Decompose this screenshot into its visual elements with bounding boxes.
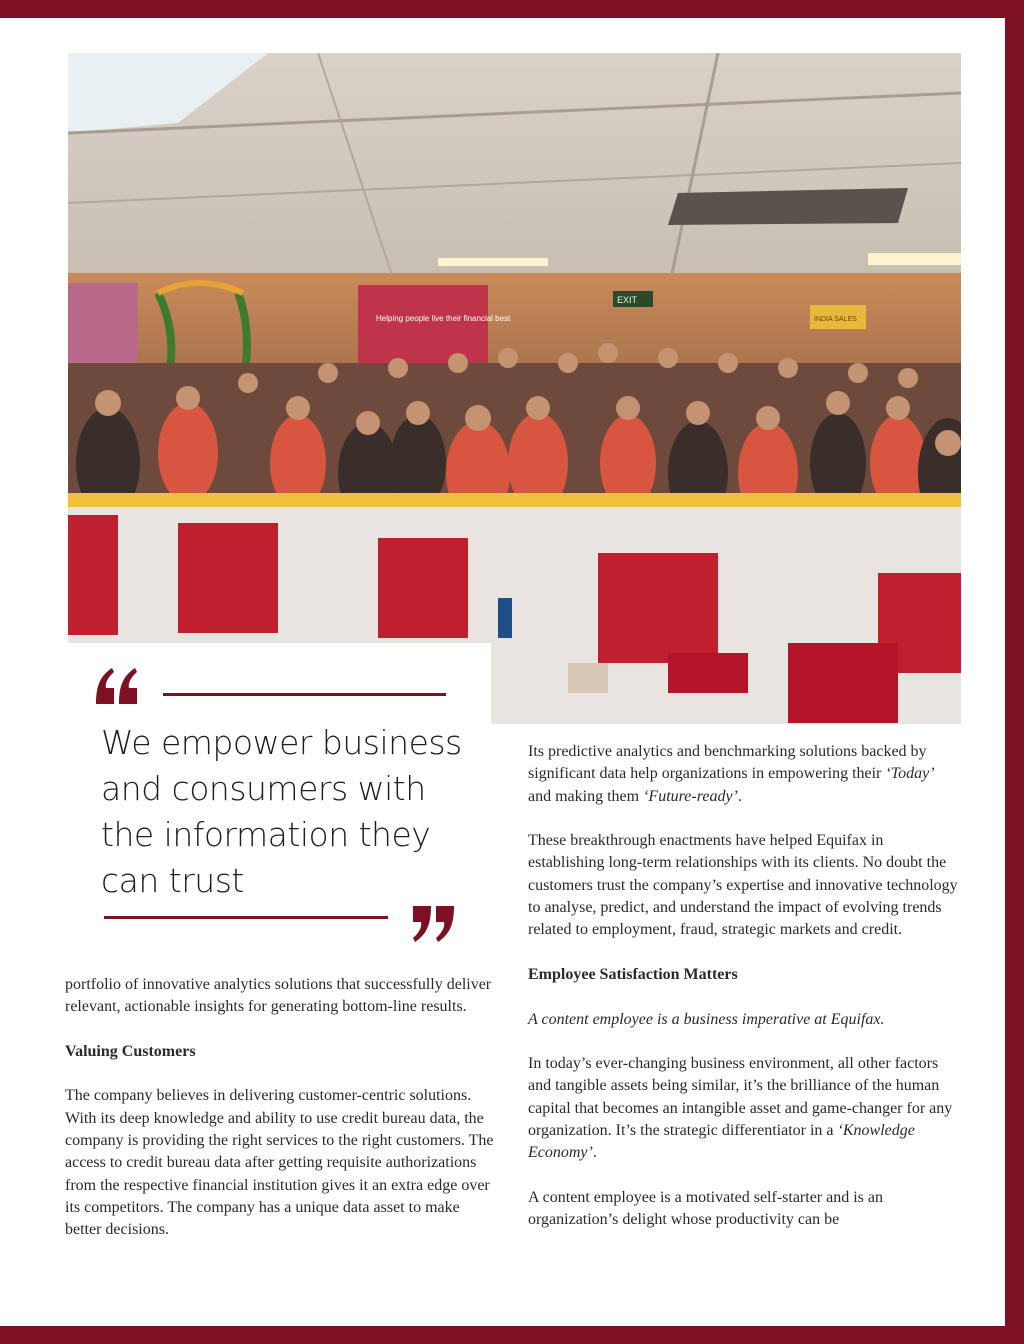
office-celebration-photo [68, 53, 961, 724]
human-capital-text-a: In today’s ever-changing business environment, all other factors and tangible assets being similar, it’s the brilliance of the human capital that becomes an intangible asset and game-changer for any organization. It’s the strategic differentiator in a [528, 1055, 953, 1140]
employee-satisfaction-heading: Employee Satisfaction Matters [528, 965, 738, 983]
human-capital-text-b: . [592, 1144, 597, 1162]
valuing-customers-heading: Valuing Customers [65, 1042, 196, 1060]
page-border-top [0, 0, 1024, 18]
motivated-employee-paragraph: A content employee is a motivated self-starter and is an organization’s delight whose productivity can be [528, 1188, 883, 1229]
today-emphasis: ‘Today’ [885, 765, 935, 783]
page-border-bottom [0, 1326, 1024, 1344]
banner-text: Helping people live their financial best [376, 314, 511, 323]
quote-rule-bottom [104, 916, 388, 919]
left-intro-paragraph: portfolio of innovative analytics solutions that successfully deliver relevant, actionable insights for generating bottom-line results. [65, 976, 492, 1016]
content-employee-italic-line: A content employee is a business imperative at Equifax. [528, 1010, 885, 1028]
analytics-paragraph [528, 741, 958, 808]
analytics-text-a: Its predictive analytics and benchmarking solutions backed by significant data help organizations in empowering their [528, 743, 927, 783]
right-column [528, 741, 958, 1254]
quote-rule-top [163, 693, 446, 696]
relationships-paragraph: These breakthrough enactments have helped Equifax in establishing long-term relationships with its clients. No doubt the customers trust the company’s expertise and innovative technology to analyse, predict, and understand the impact of evolving trends related to employment, fraud, strategic markets and credit. [528, 832, 958, 939]
future-ready-emphasis: ‘Future-ready’ [643, 787, 738, 805]
human-capital-paragraph [528, 1053, 958, 1164]
valuing-customers-paragraph: The company believes in delivering customer-centric solutions. With its deep knowledge and ability to use credit bureau data, the company is providing the right services to the right customers. The access to credit bureau data after getting requisite authorizations from the respective financial institution gives it an extra edge over its competitors. The company has a unique data asset to make better decisions. [65, 1087, 494, 1239]
left-column [65, 974, 497, 1264]
exit-sign-text: EXIT [617, 295, 638, 305]
knowledge-economy-emphasis: ‘Knowledge Economy’ [528, 1122, 915, 1162]
open-quote-icon [92, 664, 142, 708]
close-quote-icon [408, 902, 458, 946]
analytics-text-c: . [737, 787, 742, 805]
pull-quote: We empower business and consumers with the information they can trust [101, 723, 462, 900]
page-border-right [1005, 0, 1024, 1344]
analytics-text-b: and making them [528, 787, 644, 805]
wall-sign-text: INDIA SALES [814, 316, 857, 323]
